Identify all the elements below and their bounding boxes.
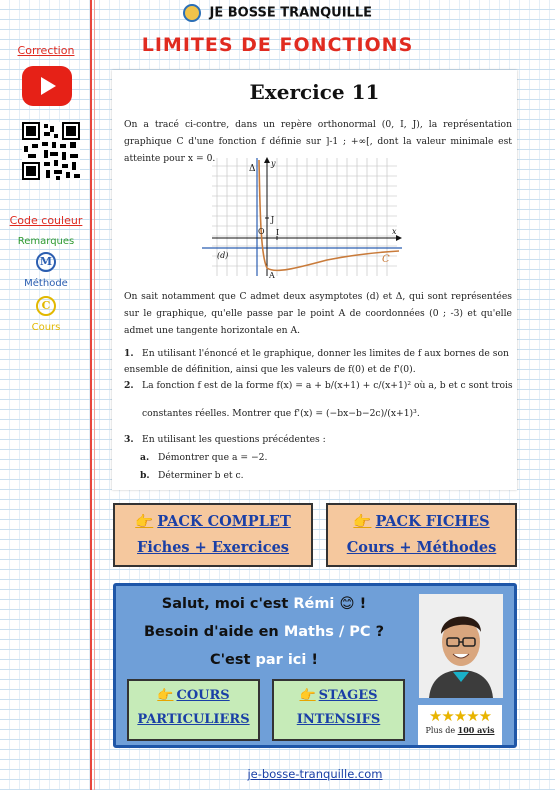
label-c: C (382, 254, 390, 265)
cours-badge-icon: C (36, 296, 56, 316)
pack-complet-label: PACK COMPLET (157, 513, 291, 530)
pack-complet-line1 (115, 513, 311, 530)
qr-code-icon[interactable] (22, 122, 80, 180)
pointing-hand-icon: 👉 (135, 513, 154, 530)
promo-cta-a: C'est (209, 652, 256, 668)
cours-label: COURS (176, 688, 230, 703)
question-2-continued: constantes réelles. Montrer que f'(x) = (−bx−b−2c)/(x+1)³. (142, 408, 420, 419)
sidebar-methode-label: Méthode (24, 278, 68, 289)
brand-header[interactable] (0, 4, 555, 22)
reviews-link[interactable]: 100 avis (457, 725, 495, 735)
cours-sublabel: PARTICULIERS (137, 712, 250, 727)
stages-intensifs-button[interactable] (272, 679, 405, 741)
sidebar-code-couleur-label: Code couleur (9, 214, 83, 227)
question-3 (124, 432, 514, 448)
pack-fiches-sublabel: Cours + Méthodes (346, 539, 497, 556)
methode-badge-icon: M (36, 252, 56, 272)
exercise-title: Exercice 11 (249, 80, 380, 104)
label-j: J (271, 215, 275, 224)
rating-box[interactable] (418, 705, 502, 745)
question-3a-text: Démontrer que a = −2. (158, 452, 268, 463)
exercise-sheet (112, 70, 517, 490)
pack-fiches-label: PACK FICHES (375, 513, 490, 530)
margin-line-secondary (94, 0, 95, 790)
sidebar-cours-label: Cours (31, 322, 61, 333)
promo-cta (116, 652, 412, 668)
exercise-intro: On a tracé ci-contre, dans un repère orthonormal (0, I, J), la représentation graphique C d'une fonction f définie sur ]-1 ; +∞[, dont la valeur minimale est atteinte pour x = 0. (124, 119, 512, 164)
brand-logo-icon (183, 4, 201, 22)
footer-website-link[interactable]: je-bosse-tranquille.com (247, 767, 383, 781)
pack-fiches-button[interactable] (326, 503, 517, 567)
label-i: I (276, 228, 280, 237)
question-2 (124, 378, 514, 394)
pointing-hand-icon: 👉 (353, 513, 372, 530)
pointing-hand-icon: 👉 (157, 688, 174, 703)
promo-name: Rémi (293, 596, 335, 612)
stages-line1 (274, 688, 403, 703)
question-2-text: La fonction f est de la forme f(x) = a + b/(x+1) + c/(x+1)² où a, b et c sont trois (142, 380, 513, 391)
promo-cta-link[interactable]: par ici (255, 652, 307, 668)
question-2-number: 2. (124, 380, 134, 391)
label-a: A (269, 271, 275, 278)
play-icon (41, 77, 56, 95)
promo-help-b: ? (370, 624, 385, 640)
question-3-text: En utilisant les questions précédentes : (142, 434, 326, 445)
brand-name: JE BOSSE TRANQUILLE (209, 5, 372, 21)
cours-particuliers-button[interactable] (127, 679, 260, 741)
exercise-paragraph-2: On sait notamment que C admet deux asymptotes (d) et Δ, qui sont représentées sur le graphique, qu'elle passe par le point A de coordonnées (0 ; -3) et qu'elle admet une tangente horizontale en A. (124, 291, 512, 336)
promo-greeting-b: 😊 ! (334, 596, 367, 612)
promo-panel (113, 583, 517, 748)
question-3b (140, 468, 530, 484)
pack-complet-sublabel: Fiches + Exercices (137, 539, 289, 556)
pointing-hand-icon: 👉 (299, 688, 316, 703)
page-title: LIMITES DE FONCTIONS (141, 34, 414, 56)
label-y: y (271, 159, 276, 168)
x-axis-arrow-icon (396, 235, 402, 241)
stages-label: STAGES (318, 688, 378, 703)
pack-complet-button[interactable] (113, 503, 313, 567)
stages-sublabel: INTENSIFS (296, 712, 381, 727)
youtube-icon[interactable] (22, 66, 72, 106)
cours-line1 (129, 688, 258, 703)
label-d: (d) (217, 251, 229, 260)
tutor-avatar (419, 594, 503, 698)
question-3b-number: b. (140, 470, 150, 481)
promo-greeting (116, 596, 412, 612)
y-axis-arrow-icon (264, 157, 270, 163)
question-1 (124, 346, 514, 378)
star-rating-icon: ★★★★★ (428, 707, 492, 725)
label-x: x (392, 227, 397, 236)
question-3-number: 3. (124, 434, 134, 445)
curve-c (259, 160, 399, 270)
function-graph (197, 156, 407, 278)
promo-help (116, 624, 412, 640)
promo-greeting-a: Salut, moi c'est (161, 596, 294, 612)
promo-subjects: Maths / PC (283, 624, 371, 640)
margin-line (90, 0, 92, 790)
label-o: O (258, 227, 265, 236)
reviews-count (418, 725, 502, 735)
promo-cta-b: ! (306, 652, 319, 668)
promo-help-a: Besoin d'aide en (143, 624, 284, 640)
pack-fiches-line1 (328, 513, 515, 530)
question-1-text: En utilisant l'énoncé et le graphique, donner les limites de f aux bornes de son ensemble de définition, ainsi que les valeurs de f(0) et de f'(0). (124, 348, 509, 375)
sidebar-remarques-label: Remarques (17, 236, 75, 247)
question-3a (140, 450, 530, 466)
question-3b-text: Déterminer b et c. (158, 470, 244, 481)
reviews-prefix: Plus de (425, 726, 458, 735)
question-3a-number: a. (140, 452, 150, 463)
question-1-number: 1. (124, 348, 134, 359)
sidebar-correction-label: Correction (17, 44, 75, 57)
label-delta: Δ (249, 164, 256, 174)
